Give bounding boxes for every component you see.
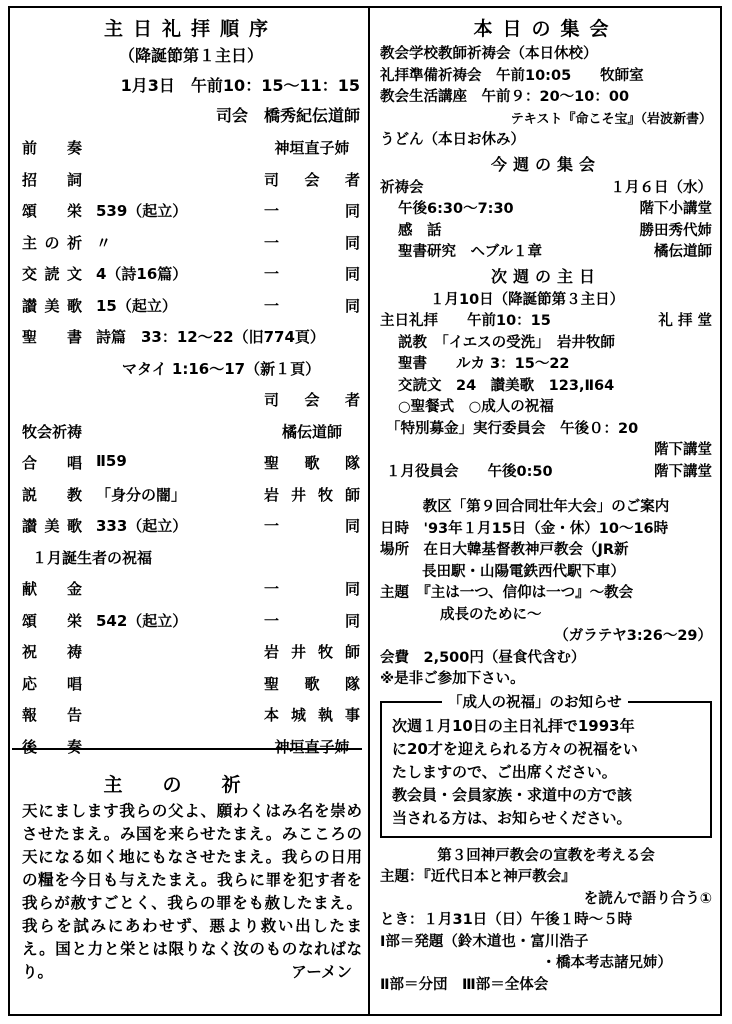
next-reading: 交読文 24 讃美歌 123,Ⅱ64 [398, 377, 615, 394]
order-row [22, 321, 360, 353]
order-item-label: 合唱 [22, 454, 82, 473]
next-worship: 主日礼拝 午前10：15 礼 拝 堂 [380, 313, 712, 329]
order-row [22, 227, 360, 259]
order-item-person: 一 同 [264, 233, 360, 252]
order-item-detail: 333（起立） [96, 517, 188, 536]
order-row [22, 416, 360, 448]
order-row [22, 731, 360, 763]
order-rows-3 [22, 573, 360, 762]
order-item-label: 献金 [22, 580, 82, 599]
order-row [22, 258, 360, 290]
district-title: 教区「第９回合同壮年大会」のご案内 [422, 499, 670, 515]
order-item-person: 一 同 [264, 296, 360, 315]
order-row [22, 195, 360, 227]
order-item-label: 聖書 [22, 328, 82, 347]
order-row [22, 447, 360, 479]
district-date: 日時 '93年１月15日（金・休）10〜16時 [380, 520, 669, 537]
today-udon: うどん（本日お休み） [380, 132, 525, 148]
order-item-label: 讃美歌 [22, 517, 82, 536]
order-item-person: 橘伝道師 [281, 422, 342, 441]
coming-of-age-notice [380, 694, 712, 838]
notice-line-5: 当される方は、お知らせください。 [392, 808, 632, 827]
prayer-title: 主の祈 [103, 774, 281, 796]
order-item-person: 一 同 [264, 265, 360, 284]
order-row [22, 132, 360, 164]
order-item-label: 祝祷 [22, 643, 82, 662]
order-item-detail: 539（起立） [96, 202, 188, 221]
order-item-person: 聖歌隊 [264, 454, 360, 473]
today-line-1: 教会学校教師祈祷会（本日休校） [380, 46, 598, 62]
today-text-note: テキスト『命こそ宝』（岩波新書） [510, 111, 712, 127]
order-item-person: 本城執事 [264, 706, 360, 725]
birthday-blessing: １月誕生者の祝福 [32, 548, 153, 567]
order-item-label: 前奏 [22, 139, 82, 158]
mission-part-1b: ・橋本考志諸兄姉） [541, 955, 672, 971]
order-item-label: 報告 [22, 706, 82, 725]
order-item-person: 一 同 [264, 517, 360, 536]
prayer-text: 天にまします我らの父よ、願わくはみ名を崇めさせたまえ。み国を来らせたまえ。みこころの天になる如く地にもなさせたまえ。我らの日用の糧を今日も与えたまえ。我らに罪を犯す者を我らが赦すごとく、我らの罪をも赦したまえ。我らを試みにあわせず、悪より救い出したまえ。国と力と栄とは限りなく汝のものなればなり。 [22, 802, 362, 981]
order-item-detail: 詩篇 33：12〜22（旧774頁） [96, 328, 325, 347]
today-line-2: 礼拝準備祈祷会 午前10:05 牧師室 [380, 67, 644, 84]
order-item-label: 頌栄 [22, 611, 82, 630]
order-item-person: 神垣直子姉 [274, 737, 350, 756]
next-fund-place: 階下講堂 [654, 442, 712, 458]
next-fund: 「特別募金」実行委員会 午後０：20 [386, 420, 639, 437]
order-item-person: 司会者 [264, 170, 360, 189]
worship-order-subtitle: （降誕節第１主日） [118, 46, 263, 65]
lords-prayer [22, 770, 362, 984]
order-item-person: 聖歌隊 [264, 674, 360, 693]
next-date: １月10日（降誕節第３主日） [430, 291, 625, 308]
district-note: ※是非ご参加下さい。 [380, 671, 525, 687]
worship-presider: 司会 橋秀紀伝道師 [215, 106, 360, 125]
district-theme-ref: （ガラテヤ3:26〜29） [554, 628, 712, 644]
next-sermon: 説教 「イエスの受洗」 岩井牧師 [398, 334, 615, 351]
order-item-label: 応唱 [22, 674, 82, 693]
order-item-label: 招詞 [22, 170, 82, 189]
mission-theme-2: を読んで語り合う① [583, 890, 712, 907]
prayer-amen: アーメン [291, 963, 352, 981]
worship-order-title: 主日礼拝順序 [103, 18, 278, 40]
order-item-detail: 「身分の闇」 [96, 485, 187, 504]
announcements [380, 14, 712, 996]
order-item-detail: 15（起立） [96, 296, 177, 315]
order-row [22, 699, 360, 731]
order-row [22, 668, 360, 700]
mission-theme: 主題：『近代日本と神戸教会』 [380, 869, 576, 885]
order-row [22, 605, 360, 637]
mission-title: 第３回神戸教会の宣教を考える会 [437, 847, 655, 864]
order-item-label: 交読文 [22, 265, 82, 284]
order-item-label: 讃美歌 [22, 296, 82, 315]
worship-datetime: 1月3日 午前10：15〜11：15 [120, 76, 360, 95]
notice-line-1: 次週１月10日の主日礼拝で1993年 [392, 716, 635, 735]
order-item-person: 神垣直子姉 [274, 139, 350, 158]
worship-order [22, 14, 360, 762]
order-row [22, 479, 360, 511]
next-title: 次週の主日 [490, 266, 601, 286]
order-item-detail: 〃 [96, 233, 112, 252]
order-item-label: 頌栄 [22, 202, 82, 221]
order-item-label: 牧会祈祷 [22, 422, 83, 441]
order-row [22, 164, 360, 196]
order-row [22, 636, 360, 668]
notice-line-2: に20才を迎えられる方々の祝福をい [392, 739, 638, 758]
notice-title: 「成人の祝福」のお知らせ [442, 691, 628, 712]
order-row [22, 573, 360, 605]
order-rows-2 [22, 416, 360, 542]
district-place: 場所 在日大韓基督教神戸教会（JR新 [380, 542, 629, 558]
order-item-label: 主の祈 [22, 233, 82, 252]
week-testimony: 感 話 勝田秀代姉 [398, 222, 712, 239]
next-rites: ○聖餐式 ○成人の祝福 [398, 399, 554, 415]
scripture-line-2: マタイ 1:16〜17（新１頁） [122, 359, 321, 378]
order-row [22, 290, 360, 322]
notice-line-4: 教会員・会員家族・求道中の方で該 [392, 785, 633, 804]
order-item-person: 一 同 [264, 611, 360, 630]
week-title: 今週の集会 [490, 154, 601, 174]
order-item-person: 岩井牧師 [264, 643, 360, 662]
column-divider [368, 6, 370, 1016]
order-item-detail: 4（詩16篇） [96, 265, 188, 284]
next-scripture: 聖書 ルカ 3：15〜22 [398, 356, 570, 372]
scripture-reader: 司会者 [264, 391, 360, 410]
order-item-label: 後奏 [22, 737, 82, 756]
district-place-2: 長田駅・山陽電鉄西代駅下車） [422, 563, 625, 580]
mission-when: とき：１月31日（日）午後１時〜５時 [380, 912, 633, 928]
week-prayer-meeting: 祈祷会 １月６日（水） [380, 179, 712, 196]
notice-line-3: たしますので、ご出席ください。 [392, 762, 617, 781]
week-study: 聖書研究 ヘブル１章 橘伝道師 [398, 244, 712, 260]
district-theme-2: 成長のために〜 [440, 606, 542, 623]
order-item-detail: 542（起立） [96, 611, 188, 630]
district-fee: 会費 2,500円（昼食代含む） [380, 649, 586, 666]
next-board: １月役員会 午後0:50 階下講堂 [386, 463, 712, 480]
order-item-person: 岩井牧師 [264, 485, 360, 504]
order-item-person: 一 同 [264, 202, 360, 221]
order-row [22, 510, 360, 542]
today-title: 本日の集会 [473, 18, 619, 40]
week-time: 午後6:30〜7:30 階下小講堂 [398, 201, 712, 217]
mission-part-1: Ⅰ部＝発題（鈴木道也・富川浩子 [380, 933, 589, 950]
mission-part-2: Ⅱ部＝分団 Ⅲ部＝全体会 [380, 976, 549, 993]
order-item-label: 説教 [22, 485, 82, 504]
order-item-detail: Ⅱ59 [96, 452, 127, 471]
order-rows-1 [22, 132, 360, 353]
today-line-3: 教会生活講座 午前９：20〜10：00 [380, 89, 630, 105]
order-item-person: 一 同 [264, 580, 360, 599]
district-theme: 主題 『主は一つ、信仰は一つ』〜教会 [380, 585, 634, 601]
